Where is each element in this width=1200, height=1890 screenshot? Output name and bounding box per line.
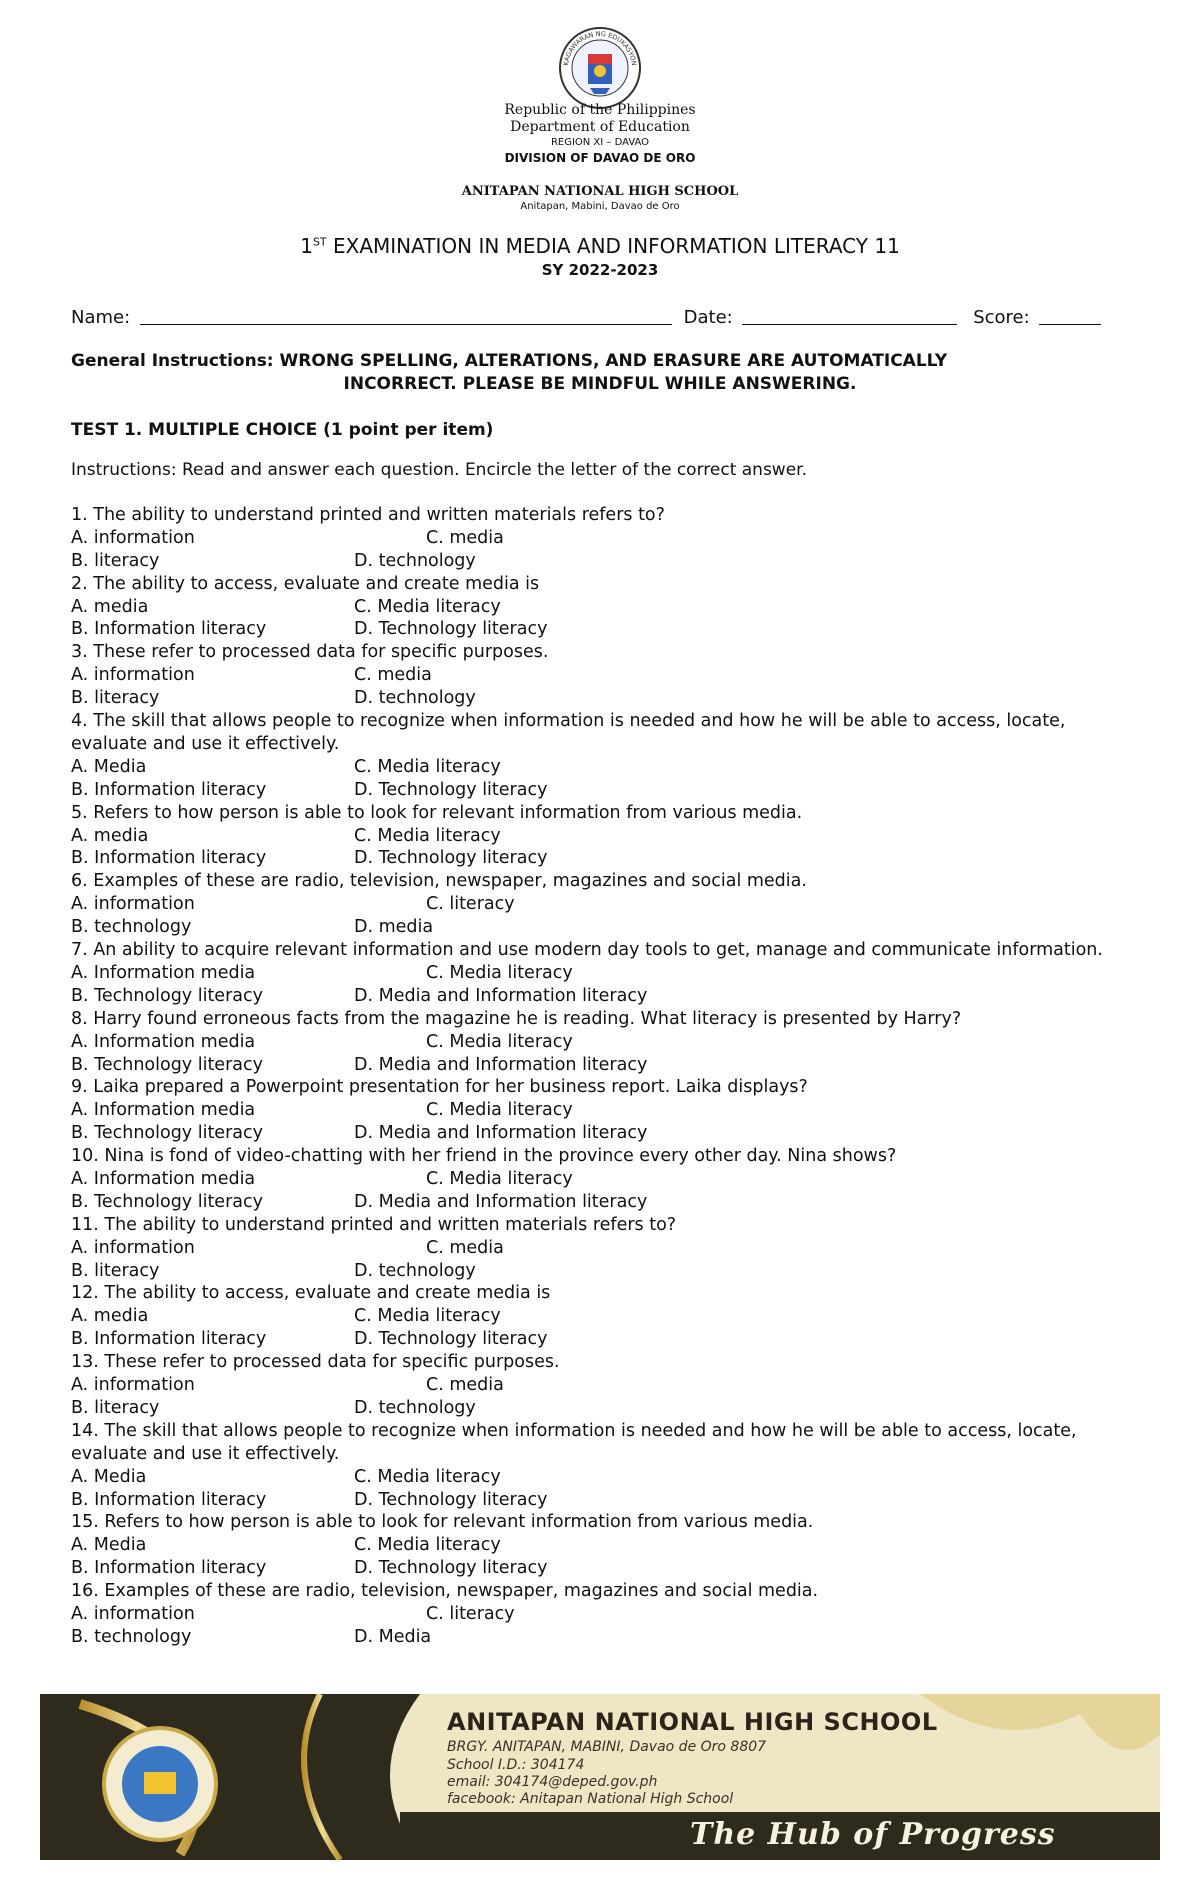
- option-c[interactable]: C. media: [426, 1237, 504, 1258]
- header-department: Department of Education: [510, 119, 690, 135]
- question-text: 6. Examples of these are radio, television, newspaper, magazines and social media.: [71, 871, 807, 892]
- option-c[interactable]: C. literacy: [426, 894, 515, 915]
- option-d[interactable]: D. technology: [354, 1260, 476, 1281]
- option-c[interactable]: C. Media literacy: [354, 756, 501, 777]
- option-a[interactable]: A. information: [71, 1604, 195, 1625]
- option-c[interactable]: C. media: [426, 527, 504, 548]
- question-item: [71, 1076, 1131, 1145]
- option-d[interactable]: D. Technology literacy: [354, 1489, 548, 1510]
- option-row: [71, 527, 1131, 550]
- option-d[interactable]: D. technology: [354, 550, 476, 571]
- option-a[interactable]: A. media: [71, 825, 149, 846]
- question-item: [71, 1511, 1131, 1580]
- option-row: [71, 756, 1131, 779]
- option-d[interactable]: D. Media: [354, 1626, 432, 1647]
- option-row: [71, 1031, 1131, 1054]
- option-row: [71, 1260, 1131, 1283]
- question-text: 8. Harry found erroneous facts from the magazine he is reading. What literacy is presented by Harry?: [71, 1008, 962, 1029]
- question-text: 14. The skill that allows people to recognize when information is needed and how he will be able to access, locate, evaluate and use it effectively.: [71, 1420, 1077, 1464]
- option-row: [71, 550, 1131, 573]
- question-text: 5. Refers to how person is able to look for relevant information from various media.: [71, 802, 803, 823]
- option-d[interactable]: D. technology: [354, 688, 476, 709]
- option-b[interactable]: B. literacy: [71, 1260, 160, 1281]
- seal-text: KAGAWARAN NG EDUKASYON: [562, 29, 638, 67]
- question-text: 7. An ability to acquire relevant information and use modern day tools to get, manage and communicate information.: [71, 940, 1103, 961]
- option-c[interactable]: C. Media literacy: [426, 1100, 573, 1121]
- option-b[interactable]: B. Technology literacy: [71, 1191, 263, 1212]
- question-item: [71, 1282, 1131, 1351]
- option-row: [71, 893, 1131, 916]
- date-label: Date:: [683, 307, 733, 328]
- option-row: [71, 1374, 1131, 1397]
- general-instructions-line1: WRONG SPELLING, ALTERATIONS, AND ERASURE ARE AUTOMATICALLY: [273, 351, 948, 371]
- name-blank[interactable]: [140, 306, 672, 325]
- general-instructions-label: General Instructions:: [71, 351, 274, 371]
- name-label: Name:: [71, 307, 131, 328]
- option-b[interactable]: B. Information literacy: [71, 1558, 267, 1579]
- option-d[interactable]: D. Technology literacy: [354, 848, 548, 869]
- option-b[interactable]: B. Information literacy: [71, 1489, 267, 1510]
- question-text: 3. These refer to processed data for specific purposes.: [71, 642, 549, 663]
- option-row: [71, 1328, 1131, 1351]
- option-a[interactable]: A. Information media: [71, 1100, 256, 1121]
- option-c[interactable]: C. media: [426, 1375, 504, 1396]
- question-item: [71, 802, 1131, 871]
- option-a[interactable]: A. information: [71, 1375, 195, 1396]
- question-item: [71, 1420, 1131, 1512]
- question-text: 9. Laika prepared a Powerpoint presentation for her business report. Laika displays?: [71, 1077, 808, 1098]
- header-school: ANITAPAN NATIONAL HIGH SCHOOL: [461, 184, 739, 199]
- deped-seal-icon: [558, 26, 642, 110]
- option-row: [71, 1305, 1131, 1328]
- option-row: [71, 1534, 1131, 1557]
- option-c[interactable]: C. Media literacy: [426, 962, 573, 983]
- option-row: [71, 1237, 1131, 1260]
- option-c[interactable]: C. Media literacy: [354, 596, 501, 617]
- option-c[interactable]: C. Media literacy: [354, 1466, 501, 1487]
- option-row: [71, 618, 1131, 641]
- option-row: [71, 916, 1131, 939]
- question-text: 13. These refer to processed data for specific purposes.: [71, 1352, 560, 1373]
- option-row: [71, 847, 1131, 870]
- option-d[interactable]: D. Technology literacy: [354, 619, 548, 640]
- option-b[interactable]: B. Information literacy: [71, 619, 267, 640]
- option-a[interactable]: A. media: [71, 1306, 149, 1327]
- option-a[interactable]: A. information: [71, 665, 195, 686]
- option-c[interactable]: C. literacy: [426, 1604, 515, 1625]
- student-info-row: [71, 306, 1101, 328]
- header-division: DIVISION OF DAVAO DE ORO: [504, 151, 696, 165]
- option-b[interactable]: B. Technology literacy: [71, 1123, 263, 1144]
- question-text: 12. The ability to access, evaluate and create media is: [71, 1283, 551, 1304]
- option-a[interactable]: A. Information media: [71, 1169, 256, 1189]
- banner-email: email: 304174@deped.gov.ph: [447, 1774, 658, 1790]
- option-c[interactable]: C. Media literacy: [354, 1535, 501, 1556]
- question-text: 10. Nina is fond of video-chatting with her friend in the province every other day. Nina shows?: [71, 1146, 897, 1167]
- option-d[interactable]: D. Technology literacy: [354, 779, 548, 800]
- title-superscript: ST: [312, 235, 327, 249]
- option-row: [71, 962, 1131, 985]
- option-row: [71, 985, 1131, 1008]
- option-b[interactable]: B. Information literacy: [71, 779, 267, 800]
- option-a[interactable]: A. media: [71, 596, 149, 617]
- option-row: [71, 1191, 1131, 1214]
- option-b[interactable]: B. technology: [71, 917, 192, 938]
- option-row: [71, 1603, 1131, 1626]
- option-d[interactable]: D. Media and Information literacy: [354, 1054, 648, 1075]
- question-item: [71, 1580, 1131, 1649]
- option-b[interactable]: B. Information literacy: [71, 848, 267, 869]
- option-a[interactable]: A. Information media: [71, 962, 256, 983]
- question-item: [71, 1008, 1131, 1077]
- option-row: [71, 1466, 1131, 1489]
- option-a[interactable]: A. information: [71, 1237, 195, 1258]
- question-text: 11. The ability to understand printed and written materials refers to?: [71, 1214, 677, 1235]
- option-c[interactable]: C. Media literacy: [426, 1031, 573, 1052]
- question-item: [71, 504, 1131, 573]
- option-a[interactable]: A. Media: [71, 1466, 147, 1487]
- option-a[interactable]: A. Media: [71, 756, 147, 777]
- header-region: REGION XI – DAVAO: [550, 137, 650, 148]
- option-row: [71, 1099, 1131, 1122]
- option-row: [71, 1054, 1131, 1077]
- question-item: [71, 939, 1131, 1008]
- test1-heading: TEST 1. MULTIPLE CHOICE (1 point per item): [71, 420, 494, 440]
- option-d[interactable]: D. media: [354, 917, 434, 938]
- question-list: [71, 504, 1131, 1649]
- question-text: 15. Refers to how person is able to look for relevant information from various media.: [71, 1512, 814, 1533]
- question-item: [71, 710, 1131, 802]
- option-d[interactable]: D. Technology literacy: [354, 1329, 548, 1350]
- option-c[interactable]: C. Media literacy: [426, 1169, 573, 1189]
- option-b[interactable]: B. literacy: [71, 688, 160, 709]
- header-republic: Republic of the Philippines: [504, 102, 696, 118]
- banner-facebook: facebook: Anitapan National High School: [447, 1791, 734, 1807]
- question-item: [71, 1145, 1131, 1214]
- option-d[interactable]: D. Media and Information literacy: [354, 1191, 648, 1212]
- question-item: [71, 870, 1131, 939]
- option-a[interactable]: A. Information media: [71, 1031, 256, 1052]
- option-b[interactable]: B. Technology literacy: [71, 1054, 263, 1075]
- banner-address: BRGY. ANITAPAN, MABINI, Davao de Oro 8807: [447, 1739, 767, 1755]
- option-d[interactable]: D. Media and Information literacy: [354, 985, 648, 1006]
- option-a[interactable]: A. Media: [71, 1535, 147, 1556]
- option-a[interactable]: A. information: [71, 894, 195, 915]
- header-address: Anitapan, Mabini, Davao de Oro: [520, 201, 680, 212]
- option-a[interactable]: A. information: [71, 527, 195, 548]
- general-instructions: [71, 350, 1129, 396]
- option-b[interactable]: B. literacy: [71, 550, 160, 571]
- title-text: EXAMINATION IN MEDIA AND INFORMATION LITERACY 11: [326, 234, 900, 258]
- school-year: SY 2022-2023: [541, 261, 659, 279]
- option-row: [71, 825, 1131, 848]
- option-d[interactable]: D. technology: [354, 1397, 476, 1418]
- question-text: 4. The skill that allows people to recognize when information is needed and how he will be able to access, locate, evaluate and use it effectively.: [71, 711, 1066, 754]
- option-row: [71, 1557, 1131, 1580]
- question-item: [71, 573, 1131, 642]
- option-row: [71, 1397, 1131, 1420]
- option-row: [71, 1168, 1131, 1191]
- option-c[interactable]: C. Media literacy: [354, 1306, 501, 1327]
- option-row: [71, 687, 1131, 710]
- option-d[interactable]: D. Technology literacy: [354, 1558, 548, 1579]
- title-number: 1: [300, 234, 313, 258]
- question-text: 1. The ability to understand printed and written materials refers to?: [71, 505, 665, 525]
- question-item: [71, 1214, 1131, 1283]
- option-row: [71, 779, 1131, 802]
- option-row: [71, 1489, 1131, 1512]
- test1-instructions: Instructions: Read and answer each question. Encircle the letter of the correct answer.: [71, 460, 808, 480]
- question-text: 2. The ability to access, evaluate and create media is: [71, 573, 540, 594]
- option-row: [71, 596, 1131, 619]
- option-b[interactable]: B. Information literacy: [71, 1329, 267, 1350]
- option-d[interactable]: D. Media and Information literacy: [354, 1123, 648, 1144]
- general-instructions-line2: INCORRECT. PLEASE BE MINDFUL WHILE ANSWERING.: [343, 374, 857, 394]
- option-c[interactable]: C. Media literacy: [354, 825, 501, 846]
- option-b[interactable]: B. Technology literacy: [71, 985, 263, 1006]
- option-row: [71, 1122, 1131, 1145]
- banner-tagline: The Hub of Progress: [690, 1817, 1056, 1852]
- banner-school-id: School I.D.: 304174: [447, 1757, 585, 1773]
- banner-school-name: ANITAPAN NATIONAL HIGH SCHOOL: [447, 1708, 938, 1736]
- exam-title: [0, 234, 1200, 258]
- option-row: [71, 1626, 1131, 1649]
- score-label: Score:: [973, 307, 1030, 328]
- question-item: [71, 641, 1131, 710]
- option-c[interactable]: C. media: [354, 665, 432, 686]
- question-text: 16. Examples of these are radio, television, newspaper, magazines and social media.: [71, 1581, 819, 1602]
- date-blank[interactable]: [742, 306, 957, 325]
- option-b[interactable]: B. literacy: [71, 1397, 160, 1418]
- question-item: [71, 1351, 1131, 1420]
- option-row: [71, 664, 1131, 687]
- score-blank[interactable]: [1039, 306, 1101, 325]
- option-b[interactable]: B. technology: [71, 1626, 192, 1647]
